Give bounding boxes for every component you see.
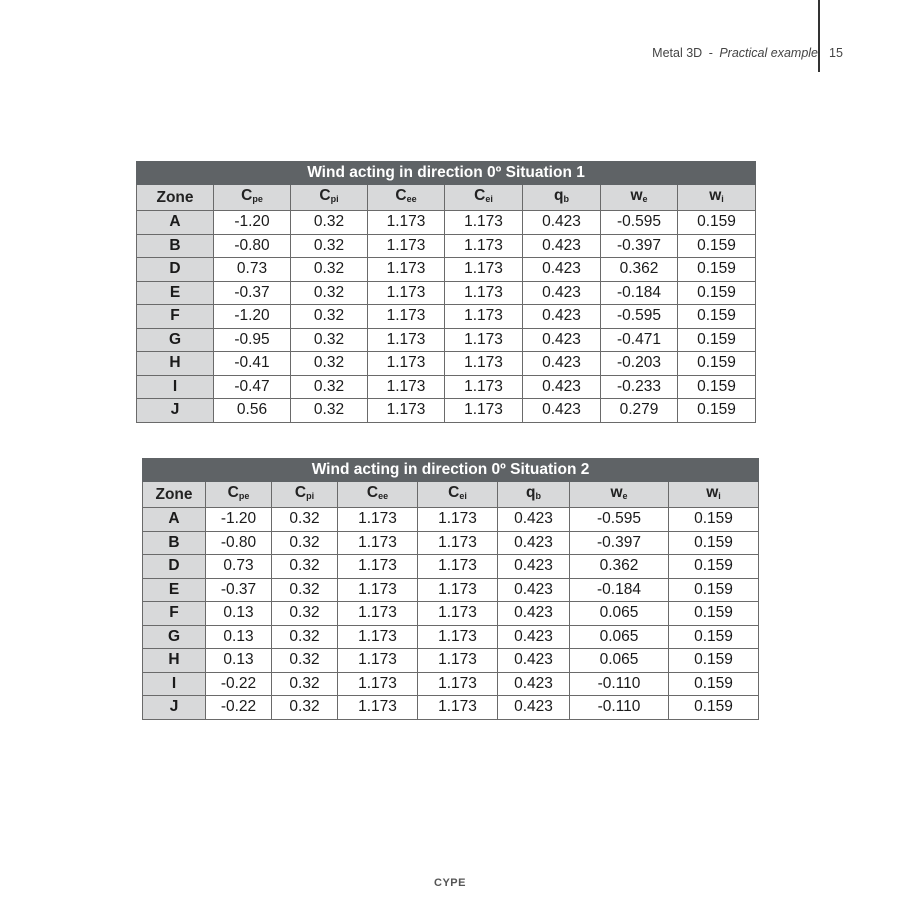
wind-table-situation-1 [136, 161, 756, 423]
value-cell: 1.173 [445, 399, 523, 423]
value-cell: 0.423 [523, 399, 601, 423]
value-cell: -0.397 [601, 234, 678, 258]
value-cell: -0.397 [570, 531, 669, 555]
zone-cell: D [137, 258, 214, 282]
value-cell: 0.159 [669, 672, 759, 696]
zone-cell: J [137, 399, 214, 423]
column-header-label: C [294, 484, 307, 501]
value-cell: 0.32 [272, 508, 338, 532]
value-cell: 0.32 [291, 305, 368, 329]
zone-cell: B [143, 531, 206, 555]
value-cell: -1.20 [214, 211, 291, 235]
header-divider [818, 0, 820, 72]
value-cell: 0.159 [678, 281, 756, 305]
value-cell: 0.56 [214, 399, 291, 423]
column-header [206, 482, 272, 508]
wind-table-situation-2 [142, 458, 759, 720]
value-cell: 0.32 [272, 602, 338, 626]
column-header-label: Zone [155, 485, 193, 503]
column-header-label: C [227, 484, 239, 501]
value-cell: 0.279 [601, 399, 678, 423]
value-cell: 0.065 [570, 602, 669, 626]
column-header-subscript: ei [485, 194, 493, 204]
column-header [601, 185, 678, 211]
value-cell: -0.22 [206, 696, 272, 720]
value-cell: 0.32 [291, 352, 368, 376]
value-cell: 0.32 [272, 625, 338, 649]
value-cell: 0.423 [498, 696, 570, 720]
column-header-label: C [395, 187, 407, 204]
value-cell: 1.173 [445, 281, 523, 305]
value-cell: 1.173 [418, 555, 498, 579]
table-row [143, 625, 759, 649]
value-cell: -0.595 [601, 305, 678, 329]
value-cell: 0.32 [272, 555, 338, 579]
column-header [291, 185, 368, 211]
table-row [137, 328, 756, 352]
zone-cell: G [137, 328, 214, 352]
column-header-label: w [706, 484, 719, 501]
value-cell: 1.173 [445, 234, 523, 258]
value-cell: 1.173 [338, 555, 418, 579]
value-cell: 1.173 [368, 281, 445, 305]
value-cell: 1.173 [418, 649, 498, 673]
value-cell: 0.32 [291, 211, 368, 235]
value-cell: 1.173 [445, 375, 523, 399]
value-cell: -0.37 [214, 281, 291, 305]
table-row [137, 258, 756, 282]
value-cell: -0.37 [206, 578, 272, 602]
column-header-label: C [366, 484, 379, 501]
column-header-subscript: pe [238, 491, 250, 501]
value-cell: 0.159 [669, 531, 759, 555]
value-cell: 1.173 [338, 578, 418, 602]
value-cell: 0.065 [570, 649, 669, 673]
value-cell: 0.423 [523, 211, 601, 235]
column-header-subscript: b [535, 491, 541, 501]
column-header [669, 482, 759, 508]
column-header [338, 482, 418, 508]
value-cell: 0.159 [678, 258, 756, 282]
value-cell: 0.423 [523, 375, 601, 399]
value-cell: -0.471 [601, 328, 678, 352]
table-row [137, 281, 756, 305]
column-header-label: w [709, 187, 722, 204]
value-cell: 1.173 [418, 578, 498, 602]
column-header-subscript: pi [330, 194, 339, 204]
value-cell: 0.32 [272, 672, 338, 696]
value-cell: 0.423 [523, 281, 601, 305]
value-cell: 1.173 [445, 352, 523, 376]
value-cell: -0.110 [570, 672, 669, 696]
value-cell: 1.173 [445, 328, 523, 352]
table-row [143, 578, 759, 602]
column-header-subscript: i [721, 194, 724, 204]
zone-cell: A [143, 508, 206, 532]
page-number: 15 [829, 46, 843, 60]
value-cell: 0.362 [601, 258, 678, 282]
value-cell: 0.423 [523, 352, 601, 376]
value-cell: 0.423 [498, 531, 570, 555]
zone-cell: H [143, 649, 206, 673]
value-cell: 1.173 [338, 625, 418, 649]
column-header-subscript: ee [406, 194, 417, 204]
value-cell: 0.13 [206, 625, 272, 649]
value-cell: 1.173 [368, 328, 445, 352]
value-cell: 1.173 [445, 305, 523, 329]
value-cell: 0.159 [669, 508, 759, 532]
column-header-label: q [554, 187, 564, 204]
column-header-label: w [610, 484, 623, 501]
value-cell: 0.32 [272, 578, 338, 602]
column-header-subscript: pi [306, 491, 315, 501]
value-cell: 1.173 [418, 625, 498, 649]
column-header-subscript: ee [378, 491, 389, 501]
value-cell: 0.32 [272, 649, 338, 673]
header-title: Metal 3D [652, 46, 703, 60]
zone-cell: A [137, 211, 214, 235]
value-cell: 1.173 [338, 649, 418, 673]
value-cell: 0.32 [291, 281, 368, 305]
table-row [143, 649, 759, 673]
value-cell: 0.159 [678, 211, 756, 235]
value-cell: 0.423 [523, 328, 601, 352]
value-cell: -1.20 [206, 508, 272, 532]
table-body [143, 508, 759, 720]
column-header [445, 185, 523, 211]
value-cell: 0.065 [570, 625, 669, 649]
value-cell: 1.173 [418, 602, 498, 626]
zone-cell: I [137, 375, 214, 399]
column-header [368, 185, 445, 211]
zone-cell: B [137, 234, 214, 258]
column-header-row [137, 185, 756, 211]
value-cell: 0.73 [206, 555, 272, 579]
table-row [137, 399, 756, 423]
value-cell: 0.32 [291, 375, 368, 399]
value-cell: 0.362 [570, 555, 669, 579]
value-cell: 0.423 [498, 672, 570, 696]
value-cell: 0.13 [206, 649, 272, 673]
column-header-row [143, 482, 759, 508]
value-cell: 0.159 [678, 328, 756, 352]
zone-cell: E [143, 578, 206, 602]
value-cell: -0.184 [601, 281, 678, 305]
value-cell: 0.159 [678, 234, 756, 258]
value-cell: 1.173 [418, 672, 498, 696]
value-cell: 1.173 [368, 352, 445, 376]
column-header-label: C [241, 187, 253, 204]
value-cell: 1.173 [418, 508, 498, 532]
value-cell: 0.159 [669, 649, 759, 673]
header-separator: - [708, 46, 713, 60]
table-row [143, 508, 759, 532]
value-cell: -0.203 [601, 352, 678, 376]
column-header-subscript: i [718, 491, 721, 501]
value-cell: 0.159 [678, 305, 756, 329]
value-cell: 0.423 [498, 578, 570, 602]
value-cell: 0.32 [291, 234, 368, 258]
value-cell: 0.13 [206, 602, 272, 626]
value-cell: 0.159 [669, 578, 759, 602]
column-header-subscript: ei [459, 491, 467, 501]
column-header [498, 482, 570, 508]
value-cell: 0.159 [669, 555, 759, 579]
value-cell: -0.595 [570, 508, 669, 532]
value-cell: 0.159 [678, 399, 756, 423]
footer-brand: CYPE [434, 877, 466, 889]
table-title: Wind acting in direction 0º Situation 2 [143, 459, 759, 482]
running-header [652, 46, 818, 60]
value-cell: 0.423 [523, 234, 601, 258]
column-header-label: Zone [156, 188, 194, 206]
value-cell: 1.173 [445, 211, 523, 235]
value-cell: 0.423 [498, 555, 570, 579]
value-cell: 0.423 [498, 649, 570, 673]
value-cell: 1.173 [445, 258, 523, 282]
column-header-label: q [526, 484, 536, 501]
column-header-label: C [319, 187, 331, 204]
value-cell: -0.22 [206, 672, 272, 696]
zone-cell: F [143, 602, 206, 626]
value-cell: 0.423 [498, 602, 570, 626]
column-header [570, 482, 669, 508]
table-row [137, 305, 756, 329]
value-cell: 0.423 [523, 258, 601, 282]
zone-cell: J [143, 696, 206, 720]
table-row [143, 672, 759, 696]
value-cell: 0.423 [498, 508, 570, 532]
value-cell: 1.173 [368, 234, 445, 258]
value-cell: -1.20 [214, 305, 291, 329]
table-row [137, 234, 756, 258]
value-cell: -0.95 [214, 328, 291, 352]
value-cell: 0.32 [272, 531, 338, 555]
table-body [137, 211, 756, 423]
value-cell: 0.32 [272, 696, 338, 720]
value-cell: 1.173 [368, 211, 445, 235]
table-row [143, 602, 759, 626]
column-header [678, 185, 756, 211]
value-cell: 0.423 [498, 625, 570, 649]
zone-cell: E [137, 281, 214, 305]
column-header-subscript: pe [252, 194, 263, 204]
value-cell: 0.32 [291, 328, 368, 352]
value-cell: -0.41 [214, 352, 291, 376]
value-cell: 0.159 [678, 352, 756, 376]
column-header-label: w [630, 187, 643, 204]
value-cell: 1.173 [368, 305, 445, 329]
table-row [137, 375, 756, 399]
value-cell: 0.159 [669, 625, 759, 649]
table-row [137, 211, 756, 235]
column-header-label: C [474, 187, 486, 204]
zone-cell: I [143, 672, 206, 696]
table-row [137, 352, 756, 376]
column-header-subscript: e [622, 491, 628, 501]
value-cell: 0.73 [214, 258, 291, 282]
zone-cell: D [143, 555, 206, 579]
value-cell: -0.80 [206, 531, 272, 555]
value-cell: 1.173 [368, 399, 445, 423]
value-cell: 0.159 [678, 375, 756, 399]
column-header-subscript: e [642, 194, 648, 204]
table-row [143, 555, 759, 579]
value-cell: 1.173 [338, 531, 418, 555]
value-cell: 1.173 [368, 258, 445, 282]
column-header-label: C [448, 484, 460, 501]
table-row [143, 531, 759, 555]
value-cell: 1.173 [338, 602, 418, 626]
value-cell: 0.159 [669, 696, 759, 720]
zone-cell: H [137, 352, 214, 376]
column-header [418, 482, 498, 508]
column-header-subscript: b [563, 194, 569, 204]
value-cell: -0.233 [601, 375, 678, 399]
value-cell: 0.423 [523, 305, 601, 329]
column-header [137, 185, 214, 211]
column-header [523, 185, 601, 211]
value-cell: 1.173 [338, 672, 418, 696]
value-cell: 0.32 [291, 399, 368, 423]
column-header [143, 482, 206, 508]
value-cell: 1.173 [368, 375, 445, 399]
value-cell: 1.173 [338, 508, 418, 532]
table-title: Wind acting in direction 0º Situation 1 [137, 162, 756, 185]
column-header [214, 185, 291, 211]
value-cell: 1.173 [338, 696, 418, 720]
zone-cell: F [137, 305, 214, 329]
value-cell: 0.32 [291, 258, 368, 282]
value-cell: -0.80 [214, 234, 291, 258]
value-cell: 1.173 [418, 696, 498, 720]
value-cell: -0.47 [214, 375, 291, 399]
value-cell: 0.159 [669, 602, 759, 626]
header-subtitle: Practical example [719, 46, 818, 60]
value-cell: -0.595 [601, 211, 678, 235]
value-cell: -0.184 [570, 578, 669, 602]
table-row [143, 696, 759, 720]
column-header [272, 482, 338, 508]
value-cell: 1.173 [418, 531, 498, 555]
value-cell: -0.110 [570, 696, 669, 720]
zone-cell: G [143, 625, 206, 649]
